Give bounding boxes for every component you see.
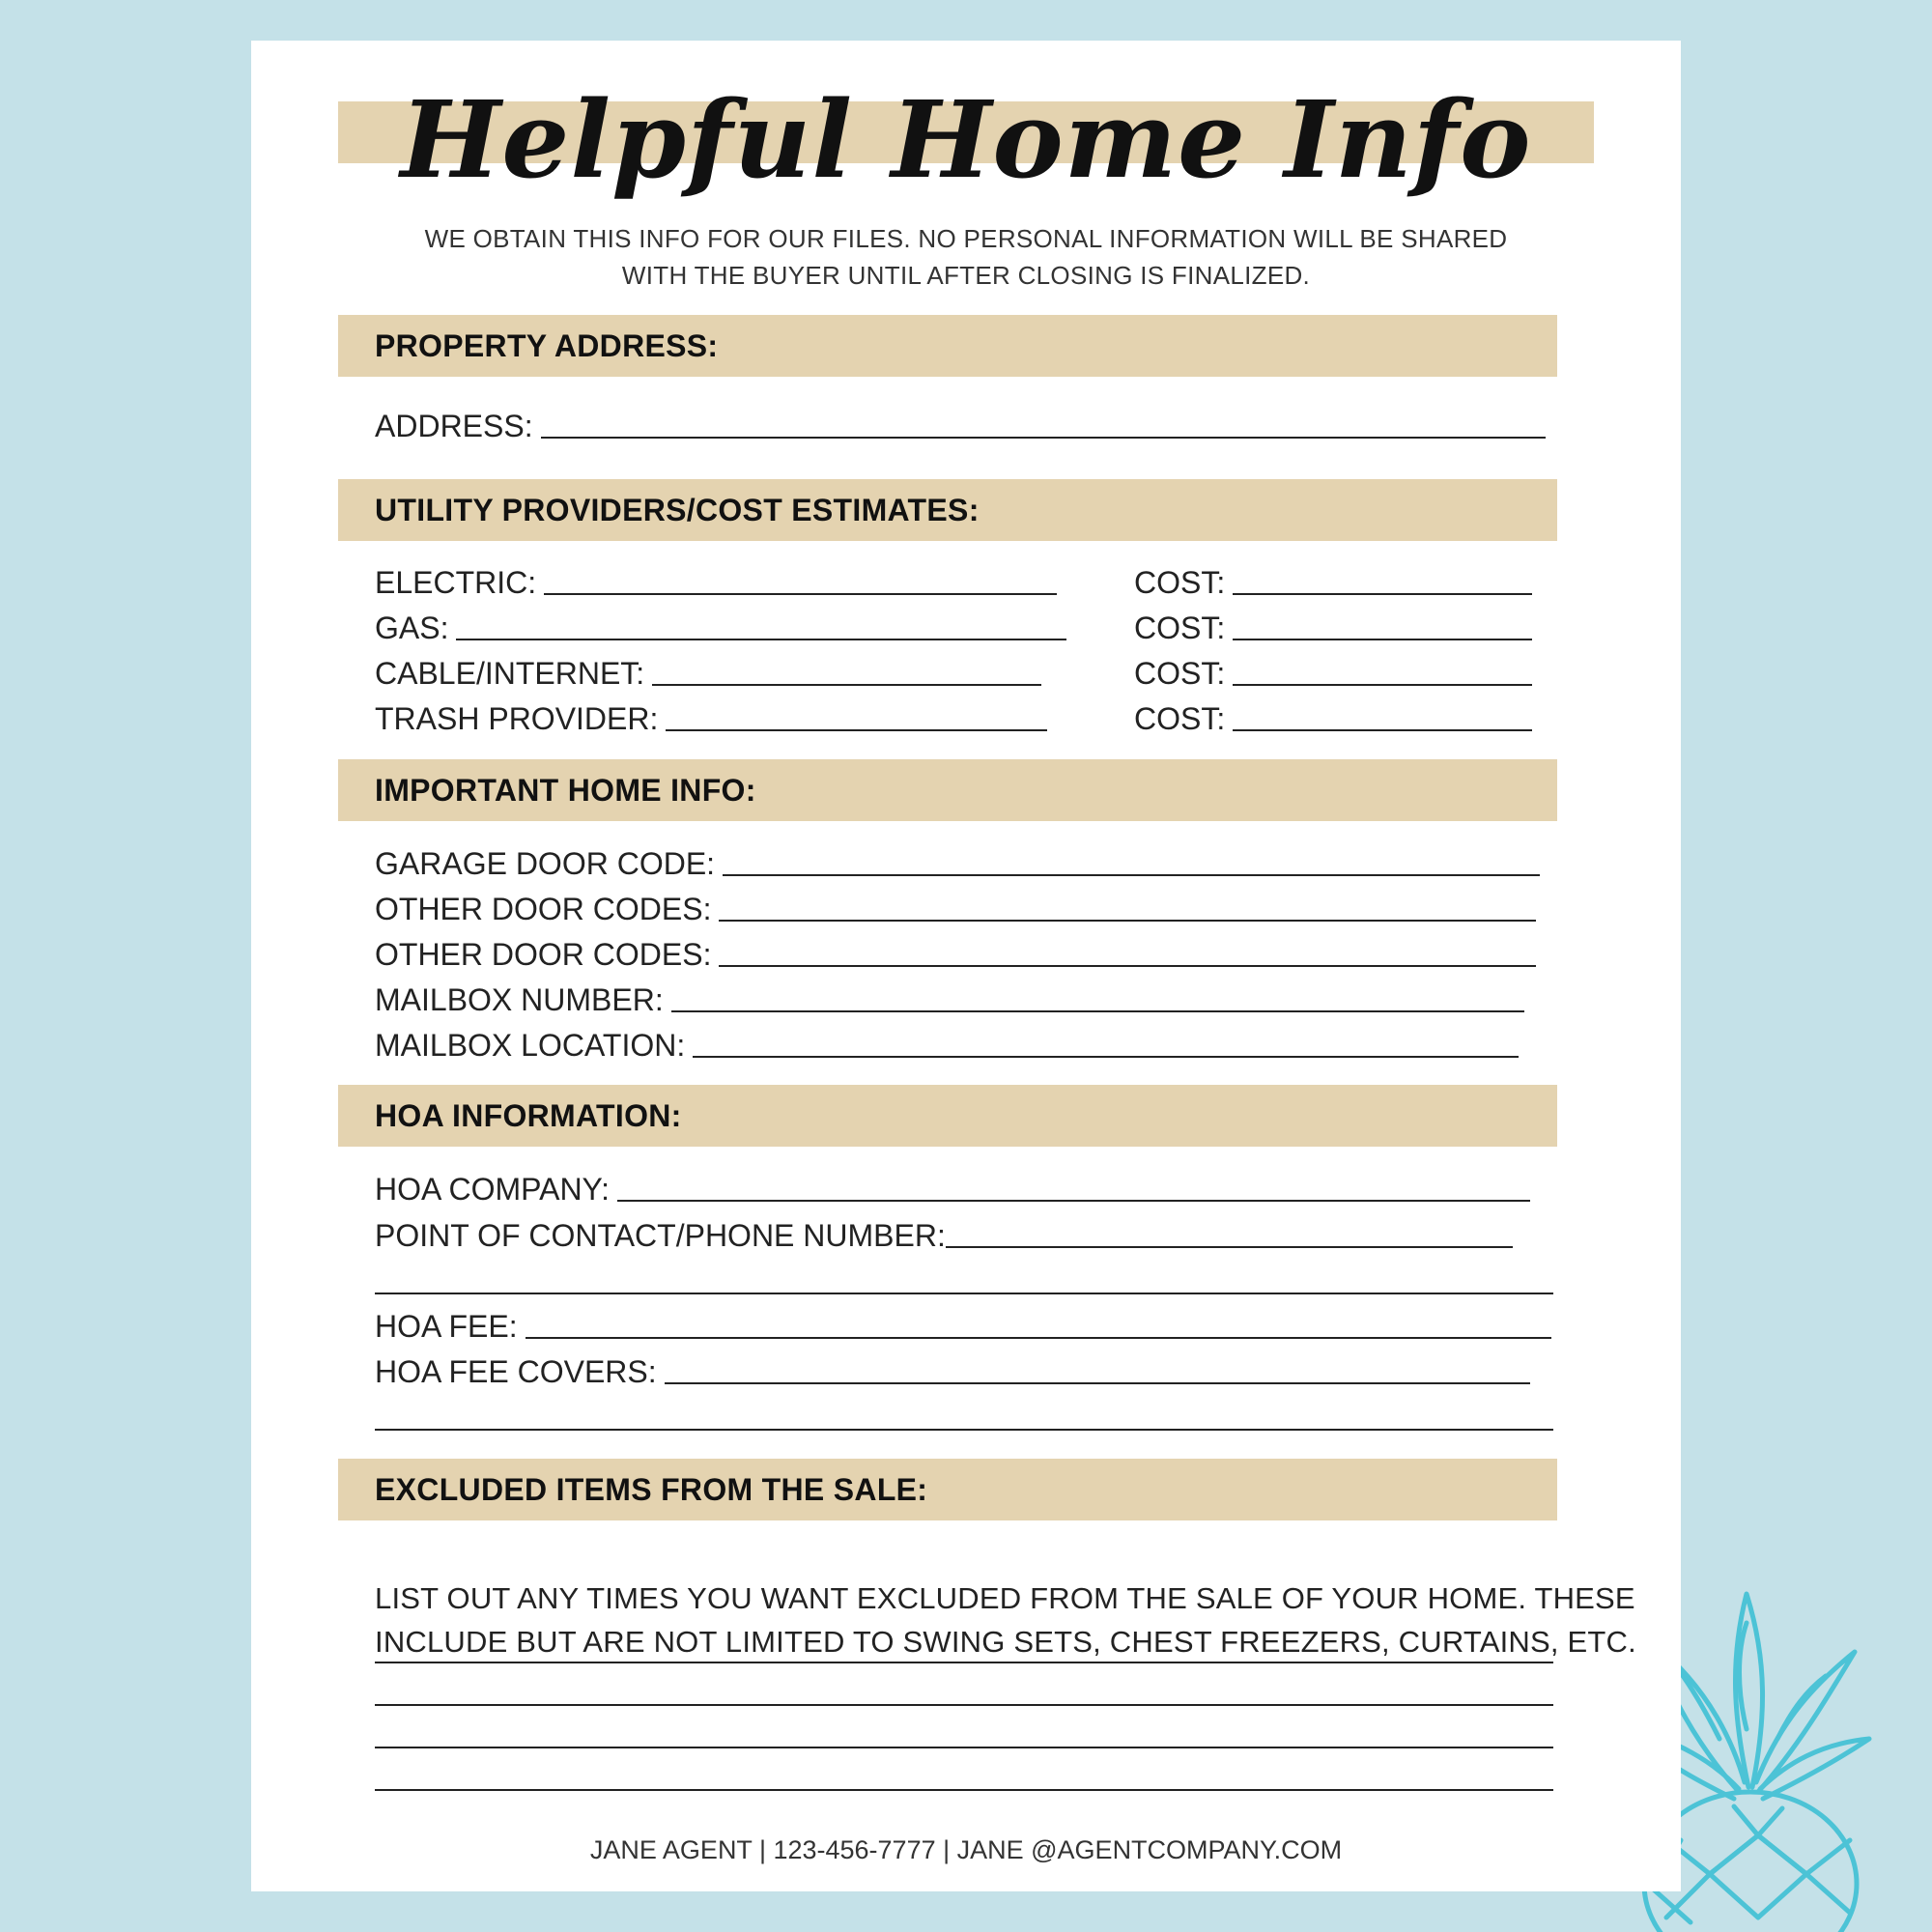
other-door-codes-field-2[interactable]: [375, 936, 1536, 973]
section-title-excluded: EXCLUDED ITEMS FROM THE SALE:: [375, 1472, 928, 1507]
cost-label: COST:: [1134, 611, 1226, 645]
cable-internet-field[interactable]: [375, 655, 1041, 692]
contact-extra-line[interactable]: [375, 1293, 1553, 1294]
garage-door-code-line[interactable]: [723, 874, 1540, 876]
section-header-utilities: [338, 479, 1557, 541]
address-label: ADDRESS:: [375, 409, 533, 443]
trash-cost-field[interactable]: [1134, 700, 1532, 737]
electric-cost-field[interactable]: [1134, 564, 1532, 601]
excluded-instructions-line-2: INCLUDE BUT ARE NOT LIMITED TO SWING SETS, CHEST FREEZERS, CURTAINS, ETC.: [375, 1625, 1636, 1659]
hoa-fee-label: HOA FEE:: [375, 1309, 518, 1344]
other-door-codes-label: OTHER DOOR CODES:: [375, 937, 712, 972]
excluded-instructions-line-1: LIST OUT ANY TIMES YOU WANT EXCLUDED FROM THE SALE OF YOUR HOME. THESE: [375, 1581, 1635, 1615]
cost-label: COST:: [1134, 565, 1226, 600]
section-header-excluded: [338, 1459, 1557, 1520]
mailbox-number-label: MAILBOX NUMBER:: [375, 982, 664, 1017]
mailbox-number-line[interactable]: [671, 1010, 1524, 1012]
cost-label: COST:: [1134, 656, 1226, 691]
trash-provider-label: TRASH PROVIDER:: [375, 701, 659, 736]
excluded-line[interactable]: [375, 1704, 1553, 1706]
point-of-contact-label: POINT OF CONTACT/PHONE NUMBER:: [375, 1218, 946, 1253]
cable-internet-line[interactable]: [652, 684, 1041, 686]
excluded-line[interactable]: [375, 1789, 1553, 1791]
gas-line[interactable]: [456, 639, 1066, 640]
garage-door-code-label: GARAGE DOOR CODE:: [375, 846, 716, 881]
gas-cost-line[interactable]: [1233, 639, 1532, 640]
point-of-contact-field[interactable]: [375, 1217, 1513, 1254]
hoa-company-label: HOA COMPANY:: [375, 1172, 611, 1207]
electric-field[interactable]: [375, 564, 1057, 601]
other-door-codes-label: OTHER DOOR CODES:: [375, 892, 712, 926]
notice-line-1: WE OBTAIN THIS INFO FOR OUR FILES. NO PERSONAL INFORMATION WILL BE SHARED: [424, 224, 1508, 253]
trash-provider-field[interactable]: [375, 700, 1047, 737]
gas-field[interactable]: [375, 610, 1066, 646]
page-title: Helpful Home Info: [400, 77, 1532, 202]
garage-door-code-field[interactable]: [375, 845, 1540, 882]
cable-cost-line[interactable]: [1233, 684, 1532, 686]
section-header-hoa: [338, 1085, 1557, 1147]
mailbox-number-field[interactable]: [375, 981, 1524, 1018]
hoa-fee-field[interactable]: [375, 1308, 1551, 1345]
gas-label: GAS:: [375, 611, 449, 645]
excluded-line[interactable]: [375, 1662, 1553, 1663]
section-title-home-info: IMPORTANT HOME INFO:: [375, 773, 756, 808]
section-title-hoa: HOA INFORMATION:: [375, 1098, 682, 1133]
other-door-codes-line[interactable]: [719, 965, 1536, 967]
mailbox-location-field[interactable]: [375, 1027, 1519, 1064]
cable-internet-label: CABLE/INTERNET:: [375, 656, 645, 691]
trash-cost-line[interactable]: [1233, 729, 1532, 731]
electric-line[interactable]: [544, 593, 1057, 595]
section-title-property: PROPERTY ADDRESS:: [375, 328, 719, 363]
electric-label: ELECTRIC:: [375, 565, 537, 600]
address-line[interactable]: [541, 437, 1546, 439]
form-sheet: [251, 41, 1681, 1891]
cost-label: COST:: [1134, 701, 1226, 736]
hoa-fee-covers-field[interactable]: [375, 1353, 1530, 1390]
hoa-fee-line[interactable]: [526, 1337, 1551, 1339]
section-title-utilities: UTILITY PROVIDERS/COST ESTIMATES:: [375, 493, 980, 527]
section-header-property: [338, 315, 1557, 377]
hoa-company-field[interactable]: [375, 1171, 1530, 1208]
address-field[interactable]: [375, 408, 1546, 444]
hoa-company-line[interactable]: [617, 1200, 1530, 1202]
gas-cost-field[interactable]: [1134, 610, 1532, 646]
footer-contact: JANE AGENT | 123-456-7777 | JANE @AGENTCOMPANY.COM: [589, 1835, 1343, 1864]
other-door-codes-field[interactable]: [375, 891, 1536, 927]
other-door-codes-line[interactable]: [719, 920, 1536, 922]
covers-extra-line[interactable]: [375, 1429, 1553, 1431]
point-of-contact-line[interactable]: [946, 1246, 1513, 1248]
section-header-home-info: [338, 759, 1557, 821]
electric-cost-line[interactable]: [1233, 593, 1532, 595]
hoa-fee-covers-label: HOA FEE COVERS:: [375, 1354, 657, 1389]
notice-line-2: WITH THE BUYER UNTIL AFTER CLOSING IS FINALIZED.: [621, 261, 1311, 290]
cable-cost-field[interactable]: [1134, 655, 1532, 692]
mailbox-location-line[interactable]: [693, 1056, 1519, 1058]
mailbox-location-label: MAILBOX LOCATION:: [375, 1028, 686, 1063]
excluded-line[interactable]: [375, 1747, 1553, 1748]
hoa-fee-covers-line[interactable]: [665, 1382, 1530, 1384]
trash-provider-line[interactable]: [666, 729, 1047, 731]
